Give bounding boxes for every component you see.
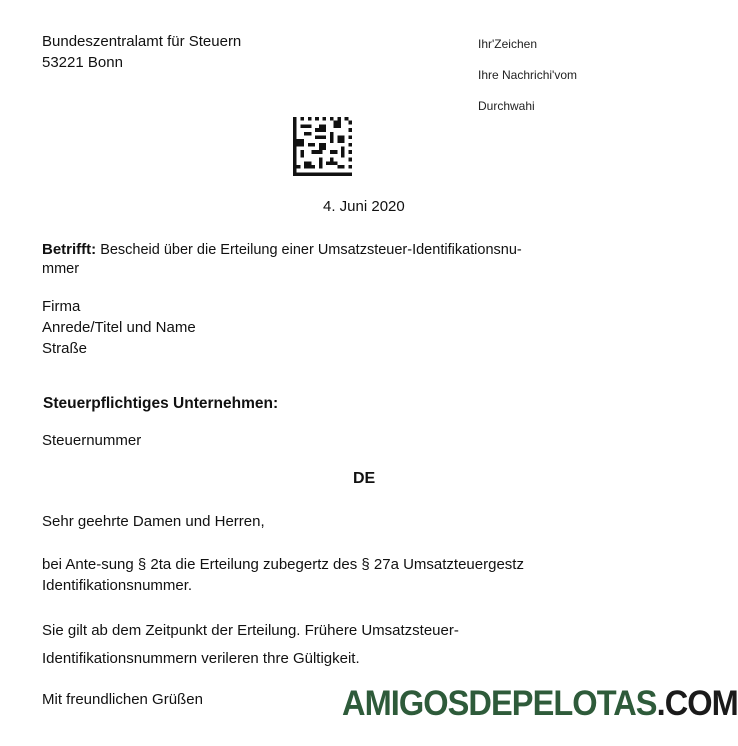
subject-line — [42, 240, 567, 279]
letter-date: 4. Juni 2020 — [323, 198, 405, 215]
watermark-text: AMIGOSDEPELOTAS — [342, 684, 657, 723]
paragraph-1 — [42, 554, 524, 596]
closing-phrase: Mit freundlichen Grüßen — [42, 691, 203, 708]
recipient-name: Anrede/Titel und Name — [42, 319, 196, 336]
paragraph-2-line-1: Sie gilt ab dem Zeitpunkt der Erteilung. Frühere Umsatzsteuer- — [42, 622, 459, 639]
reference-your-sign: Ihr'Zeichen — [478, 37, 537, 51]
recipient-street: Straße — [42, 340, 88, 357]
paragraph-1-line-1: bei Ante-sung § 2ta die Erteilung zubegertz des § 27a Umsatzteuergestz — [42, 556, 524, 573]
paragraph-2-line-2: Identifikationsnummern verileren thre Gültigkeit. — [42, 650, 360, 667]
watermark-domain: .COM — [656, 684, 738, 723]
reference-your-message: Ihre Nachrichi'vom — [478, 68, 577, 82]
subject-text: Bescheid über die Erteilung einer Umsatzsteuer-Identifikationsnu- — [100, 242, 522, 258]
country-code: DE — [353, 470, 376, 487]
sender-city: 53221 Bonn — [42, 54, 123, 71]
watermark-logo — [342, 684, 738, 724]
subject-label: Betrifft: — [42, 241, 97, 258]
datamatrix-code-icon — [292, 117, 353, 176]
salutation: Sehr geehrte Damen und Herren, — [42, 513, 265, 530]
sender-name: Bundeszentralamt für Steuern — [42, 33, 242, 50]
recipient-address — [42, 296, 196, 359]
taxpayer-heading: Steuerpflichtiges Unternehmen: — [43, 395, 279, 412]
sender-address — [42, 31, 241, 73]
reference-extension: Durchwahi — [478, 99, 535, 113]
recipient-company: Firma — [42, 298, 81, 315]
subject-text-continued: mmer — [42, 261, 80, 277]
paragraph-2 — [42, 617, 459, 673]
paragraph-1-line-2: Identifikationsnummer. — [42, 577, 193, 594]
tax-number-label: Steuernummer — [42, 432, 142, 449]
